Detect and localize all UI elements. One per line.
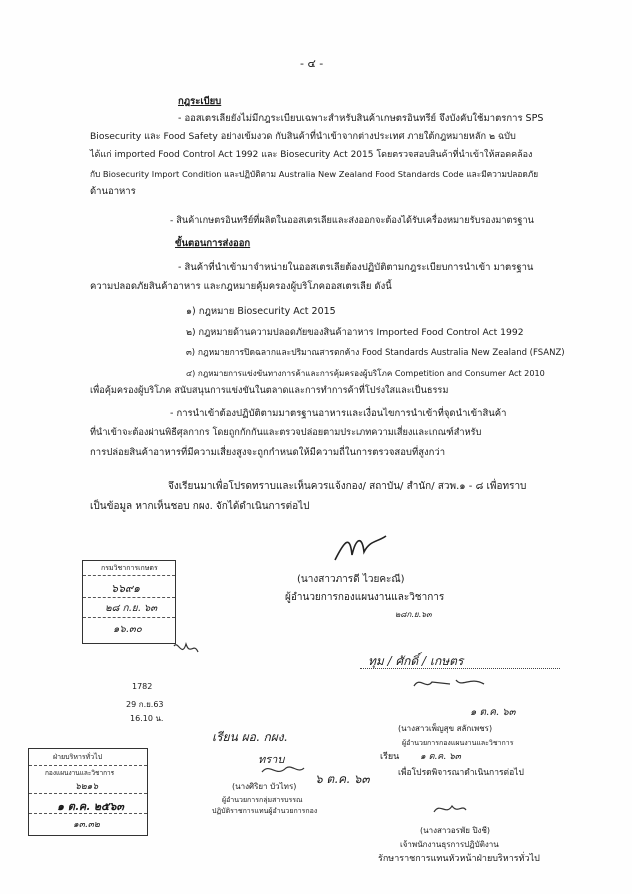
handwritten-signature — [410, 672, 490, 694]
admin-stamp-time: ๑๓.๓๒ — [73, 820, 100, 830]
admin-stamp-number: ๖๒๑๖ — [75, 782, 99, 792]
received-number: 1782 — [132, 682, 153, 691]
left-scribble — [172, 638, 202, 666]
signer-title: ผู้อำนวยการกองแผนงานและวิชาการ — [285, 592, 445, 603]
regulation-heading: กฎระเบียบ — [178, 96, 222, 107]
stamp-number: ๖๖๙๑ — [111, 582, 141, 595]
right-action: เพื่อโปรดพิจารณาดำเนินการต่อไป — [398, 768, 524, 778]
law-item: ๔) กฎหมายการแข่งขันทางการค้าและการคุ้มครองผู้บริโภค Competition and Consumer Act 2010 — [186, 368, 545, 378]
right-name1: (นางสาวเพ็ญสุข สลักเพชร) — [398, 724, 493, 733]
stamp-date: ๒๘ ก.ย. ๖๓ — [105, 603, 158, 614]
left-signature-date: ๖ ต.ค. ๖๓ — [315, 772, 370, 786]
receiving-stamp — [82, 560, 176, 644]
signature-mark — [330, 530, 390, 570]
right-name2: (นางสาวอรพัย ปิงชี) — [420, 826, 490, 835]
handwritten-date: ๑ ต.ค. ๖๓ — [470, 707, 516, 718]
right-title1: ผู้อำนวยการกองแผนงานและวิชาการ — [402, 739, 514, 747]
export-line: - สินค้าที่นำเข้ามาจำหน่ายในออสเตรเลียต้องปฏิบัติตามกฎระเบียบการนำเข้า มาตรฐาน — [178, 262, 534, 273]
export-line: ความปลอดภัยสินค้าอาหาร และกฎหมายคุ้มครองผู้บริโภคออสเตรเลีย ดังนี้ — [90, 281, 392, 292]
ack-note: เรียน ผอ. กผง. — [212, 730, 288, 744]
middle-signer-title1: ผู้อำนวยการกลุ่มสารบรรณ — [222, 796, 303, 804]
import-line: ที่นำเข้าจะต้องผ่านพิธีศุลกากร โดยถูกกักกันและตรวจปล่อยตามประเภทความเสี่ยงและเกณฑ์สำหรับ — [90, 427, 482, 438]
middle-signer-name: (นางศิริยา บัวไทร) — [232, 782, 297, 791]
law-item: ๑) กฎหมาย Biosecurity Act 2015 — [186, 306, 336, 317]
regulation-line: กับ Biosecurity Import Condition และปฏิบัติตาม Australia New Zealand Food Standards Code และมีความปลอดภัย — [90, 169, 539, 179]
received-date: 29 ก.ย.63 — [126, 700, 164, 709]
handwritten-note: ทุม / ศักดิ์ / เกษตร — [368, 654, 464, 668]
stamp-time: ๑๖.๓๐ — [113, 624, 142, 635]
regulation-line: Biosecurity และ Food Safety อย่างเข้มงวด กับสินค้าที่นำเข้าจากต่างประเทศ ภายใต้กฎหมายหลัก ๒ ฉบับ — [90, 131, 516, 142]
regulation-line: - ออสเตรเลียยังไม่มีกฎระเบียบเฉพาะสำหรับสินค้าเกษตรอินทรีย์ จึงบังคับใช้มาตรการ SPS — [178, 113, 544, 124]
closing-line: เป็นข้อมูล หากเห็นชอบ กผง. จักได้ดำเนินการต่อไป — [90, 501, 310, 512]
stamp-header: กรมวิชาการเกษตร — [101, 564, 158, 572]
page-number: - ๔ - — [300, 57, 324, 70]
admin-stamp-date: ๑ ต.ค. ๒๕๖๓ — [57, 800, 124, 813]
regulation-line: ได้แก่ imported Food Control Act 1992 และ Biosecurity Act 2015 โดยตรวจสอบสินค้าที่นำเข้าให้สอดคล้อง — [90, 150, 533, 160]
import-line: การปล่อยสินค้าอาหารที่มีความเสี่ยงสูงจะถูกกำหนดให้มีความถี่ในการตรวจสอบที่สูงกว่า — [90, 447, 446, 458]
law-item: ๒) กฎหมายด้านความปลอดภัยของสินค้าอาหาร Imported Food Control Act 1992 — [186, 327, 524, 338]
middle-signature — [258, 760, 308, 780]
law-item: ๓) กฎหมายการปิดฉลากและปริมาณสารตกค้าง Food Standards Australia New Zealand (FSANZ) — [186, 348, 565, 358]
right-prefix: เรียน — [380, 752, 400, 762]
admin-stamp-header: ฝ่ายบริหารทั่วไป — [53, 753, 103, 761]
right-title2: เจ้าพนักงานธุรการปฏิบัติงาน — [400, 840, 499, 849]
right-title3: รักษาราชการแทนหัวหน้าฝ่ายบริหารทั่วไป — [378, 854, 540, 864]
regulation-line: ด้านอาหาร — [90, 186, 136, 197]
right-signature — [430, 800, 470, 820]
signer-date: ๒๘ก.ย.๖๓ — [395, 610, 432, 619]
received-time: 16.10 น. — [130, 714, 164, 723]
organic-line: - สินค้าเกษตรอินทรีย์ที่ผลิตในออสเตรเลียและส่งออกจะต้องได้รับเครื่องหมายรับรองมาตรฐาน — [170, 215, 534, 226]
import-line: - การนำเข้าต้องปฏิบัติตามมาตรฐานอาหารและเงื่อนไขการนำเข้าที่จุดนำเข้าสินค้า — [170, 408, 507, 419]
sign-mark: ทราบ — [258, 753, 285, 766]
law-item-continuation: เพื่อคุ้มครองผู้บริโภค สนับสนุนการแข่งขันในตลาดและการทำการค้าที่โปร่งใสและเป็นธรรม — [90, 385, 449, 396]
closing-line: จึงเรียนมาเพื่อโปรดทราบและเห็นควรแจ้งกอง/ สถาบัน/ สำนัก/ สวพ.๑ - ๘ เพื่อทราบ — [168, 481, 527, 492]
right-date1: ๑ ต.ค. ๖๓ — [420, 752, 461, 762]
admin-stamp — [28, 748, 148, 836]
admin-stamp-line1: กองแผนงานและวิชาการ — [45, 769, 115, 777]
export-heading: ขั้นตอนการส่งออก — [175, 238, 251, 249]
signer-name: (นางสาวภารดี ไวยคะณี) — [297, 574, 405, 585]
middle-signer-title2: ปฏิบัติราชการแทนผู้อำนวยการกอง — [212, 807, 318, 815]
